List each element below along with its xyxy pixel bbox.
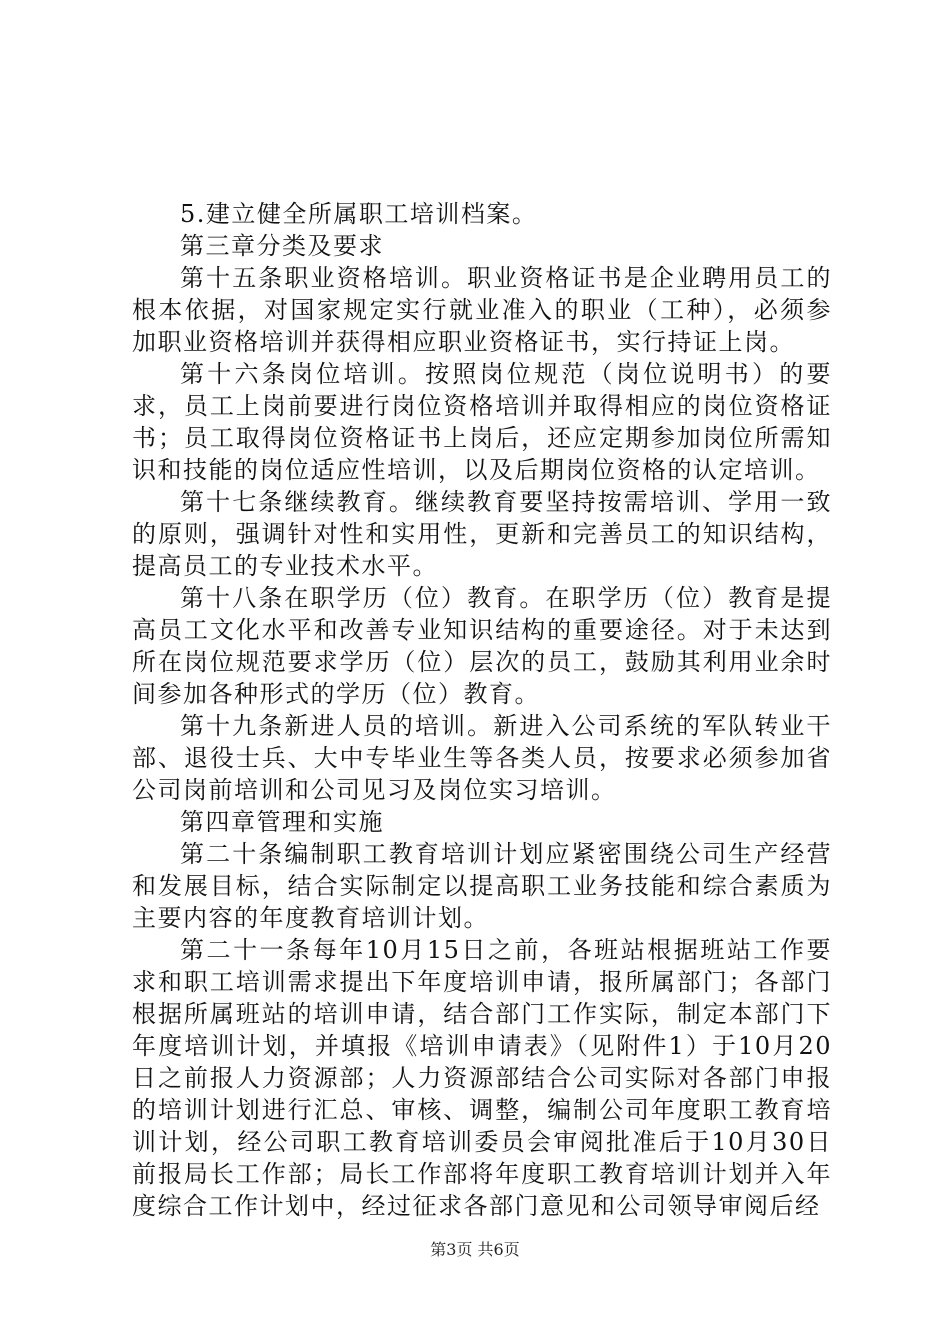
article-20: 第二十条编制职工教育培训计划应紧密围绕公司生产经营和发展目标，结合实际制定以提高职工业务技能和综合素质为主要内容的年度教育培训计划。 [132, 840, 832, 932]
paragraph-training-archive: 5.建立健全所属职工培训档案。 [180, 200, 538, 228]
chapter-3-heading: 第三章分类及要求 [180, 232, 384, 260]
article-15: 第十五条职业资格培训。职业资格证书是企业聘用员工的根本依据，对国家规定实行就业准入的职业（工种），必须参加职业资格培训并获得相应职业资格证书，实行持证上岗。 [132, 264, 832, 356]
article-21: 第二十一条每年10月15日之前，各班站根据班站工作要求和职工培训需求提出下年度培训申请，报所属部门；各部门根据所属班站的培训申请，结合部门工作实际，制定本部门下年度培训计划，并填报《培训申请表》（见附件1）于10月20日之前报人力资源部；人力资源部结合公司实际对各部门申报的培训计划进行汇总、审核、调整，编制公司年度职工教育培训计划，经公司职工教育培训委员会审阅批准后于10月30日前报局长工作部；局长工作部将年度职工教育培训计划并入年度综合工作计划中，经过征求各部门意见和公司领导审阅后经 [132, 936, 832, 1220]
article-18: 第十八条在职学历（位）教育。在职学历（位）教育是提高员工文化水平和改善专业知识结构的重要途径。对于未达到所在岗位规范要求学历（位）层次的员工，鼓励其利用业余时间参加各种形式的学历（位）教育。 [132, 584, 832, 708]
chapter-4-heading: 第四章管理和实施 [180, 808, 384, 836]
article-19: 第十九条新进人员的培训。新进入公司系统的军队转业干部、退役士兵、大中专毕业生等各类人员，按要求必须参加省公司岗前培训和公司见习及岗位实习培训。 [132, 712, 832, 804]
article-17: 第十七条继续教育。继续教育要坚持按需培训、学用一致的原则，强调针对性和实用性，更新和完善员工的知识结构，提高员工的专业技术水平。 [132, 488, 832, 580]
document-body [132, 198, 832, 1222]
article-16: 第十六条岗位培训。按照岗位规范（岗位说明书）的要求，员工上岗前要进行岗位资格培训并取得相应的岗位资格证书；员工取得岗位资格证书上岗后，还应定期参加岗位所需知识和技能的岗位适应性培训，以及后期岗位资格的认定培训。 [132, 360, 832, 484]
page-footer: 第3页 共6页 [430, 1240, 520, 1259]
